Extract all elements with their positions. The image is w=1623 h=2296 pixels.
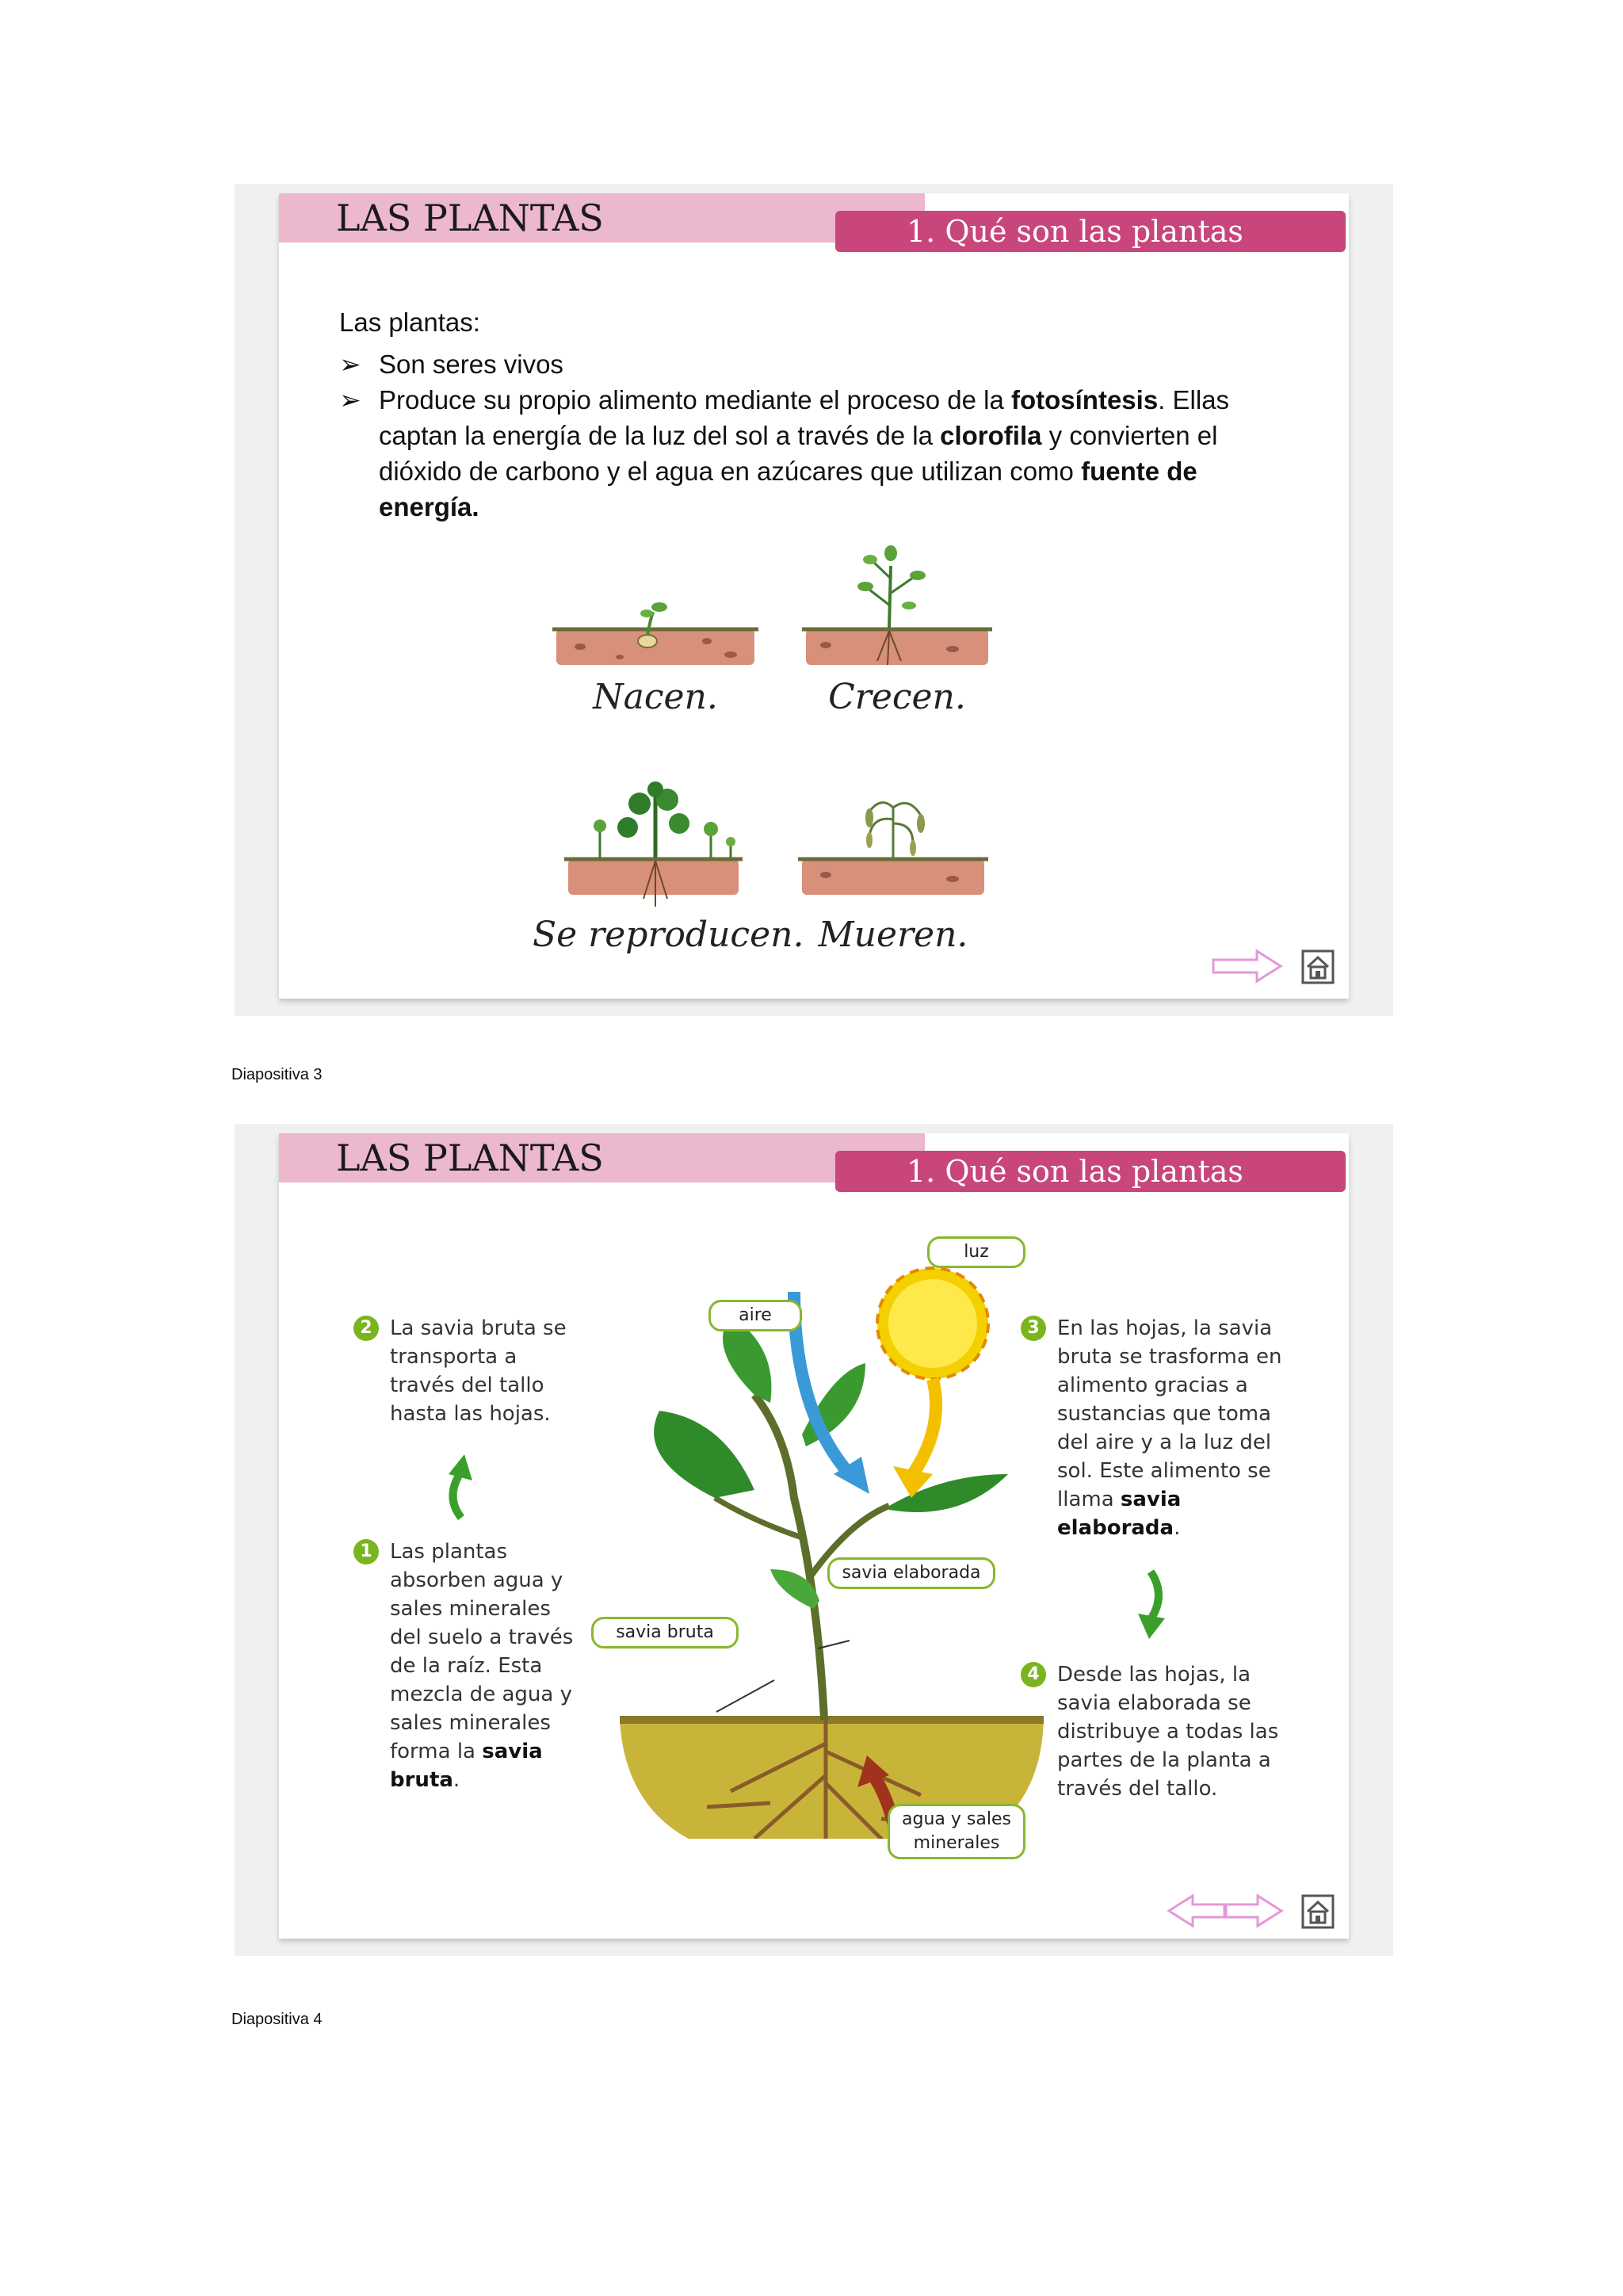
label-savia-bruta: savia bruta — [591, 1617, 739, 1648]
section-tab: 1. Qué son las plantas — [835, 1151, 1346, 1192]
label-luz: luz — [927, 1236, 1025, 1268]
sprout-illustration — [548, 590, 762, 677]
home-icon[interactable] — [1301, 1894, 1335, 1929]
flowering-plant-illustration — [533, 780, 786, 915]
term-fuente-energia: fuente de energía. — [379, 457, 1197, 521]
slide-title: LAS PLANTAS — [336, 1137, 604, 1179]
slide-caption: Diapositiva 3 — [231, 1066, 323, 1083]
curved-arrow-down-icon — [1127, 1568, 1174, 1643]
slide-title: LAS PLANTAS — [336, 197, 604, 239]
list-item: ➢ Son seres vivos — [339, 346, 1290, 382]
wilted-plant-illustration — [794, 780, 992, 915]
sun-icon — [877, 1268, 988, 1379]
stage-dying — [794, 780, 992, 955]
home-icon[interactable] — [1301, 949, 1335, 984]
step-number: 4 — [1021, 1662, 1046, 1687]
stage-label: Se reproducen. — [533, 915, 804, 955]
stage-reproducing — [533, 780, 804, 955]
stage-label: Mueren. — [818, 915, 968, 955]
step-1: 1 Las plantas absorben agua y sales minerales del suelo a través de la raíz. Esta mezcla de agua y sales minerales forma la savia bruta. — [390, 1538, 588, 1794]
label-savia-elaborada: savia elaborada — [827, 1557, 995, 1589]
slide-caption: Diapositiva 4 — [231, 2011, 323, 2028]
arrow-bullet-icon: ➢ — [339, 350, 361, 379]
step-2: 2 La savia bruta se transporta a través del tallo hasta las hojas. — [390, 1314, 572, 1428]
slide-4-frame — [235, 1124, 1393, 1956]
step-number: 3 — [1021, 1316, 1046, 1341]
term-fotosintesis: fotosíntesis — [1010, 385, 1159, 415]
arrow-right-icon[interactable] — [1224, 1893, 1284, 1929]
arrow-right-icon[interactable] — [1211, 948, 1284, 984]
label-aire: aire — [708, 1300, 802, 1331]
step-3: 3 En las hojas, la savia bruta se trasforma en alimento gracias a sustancias que toma del aire y a la luz del sol. Este alimento se llama savia elaborada. — [1057, 1314, 1291, 1542]
young-plant-illustration — [802, 542, 992, 677]
list-item: ➢ Produce su propio alimento mediante el proceso de la fotosíntesis. Ellas captan la energía de la luz del sol a través de la clorofila y convierten el dióxido de carbono y el agua en azúcares que utilizan como fuente de energía. — [339, 382, 1290, 525]
slide — [279, 1133, 1349, 1939]
plant-nutrition-diagram — [612, 1236, 1056, 1839]
slide — [279, 193, 1349, 999]
bullet-list — [339, 346, 1290, 525]
step-number: 1 — [353, 1539, 379, 1564]
stage-label: Nacen. — [593, 677, 718, 717]
step-number: 2 — [353, 1316, 379, 1341]
stage-growing — [802, 542, 992, 717]
arrow-left-icon[interactable] — [1167, 1893, 1227, 1929]
intro-text: Las plantas: — [339, 308, 480, 337]
slide-3-frame — [235, 184, 1393, 1016]
arrow-bullet-icon: ➢ — [339, 385, 361, 415]
step-4: 4 Desde las hojas, la savia elaborada se distribuye a todas las partes de la planta a través del tallo. — [1057, 1660, 1291, 1803]
label-agua-sales: agua y sales minerales — [888, 1804, 1025, 1859]
section-tab: 1. Qué son las plantas — [835, 211, 1346, 252]
stage-label: Crecen. — [828, 677, 966, 717]
curved-arrow-up-icon — [437, 1450, 485, 1522]
stage-sprout — [548, 590, 762, 717]
slide-body — [339, 304, 1290, 525]
term-clorofila: clorofila — [940, 421, 1042, 450]
